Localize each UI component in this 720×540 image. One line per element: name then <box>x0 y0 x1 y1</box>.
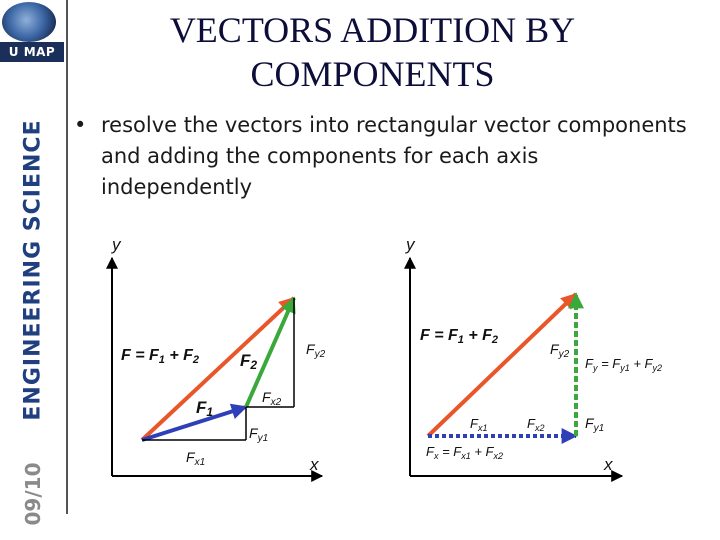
bullet-marker: • <box>74 113 87 137</box>
left-fy1-label: $F_{y1}$ <box>249 425 269 444</box>
right-fx-sum-label: $F_x = F_{x1} + F_{x2}$ <box>426 444 504 461</box>
left-fx2-label: $F_{x2}$ <box>262 389 282 408</box>
bullet-text: resolve the vectors into rectangular vector components and adding the components for each axis independently <box>101 113 687 199</box>
left-fy2-label: $F_{y2}$ <box>306 341 326 360</box>
left-f2-label: F2 <box>240 351 258 372</box>
left-diagram <box>111 235 326 476</box>
right-diagram <box>405 235 662 476</box>
left-y-label: y <box>112 235 121 254</box>
slide-title: VECTORS ADDITION BY COMPONENTS <box>169 10 576 94</box>
left-resultant-vector <box>142 298 294 440</box>
right-fy1-label: $F_{y1}$ <box>585 415 605 434</box>
left-x-label: x <box>310 455 319 474</box>
right-fx1-label: $F_{x1}$ <box>470 416 488 433</box>
left-fx1-label: $F_{x1}$ <box>186 449 206 468</box>
right-fx2-label: $F_{x2}$ <box>527 416 545 433</box>
right-x-label: x <box>604 455 613 474</box>
logo-text: U MAP <box>0 42 64 62</box>
right-fy2-label: $F_{y2}$ <box>550 341 570 360</box>
subject-vertical-label: ENGINEERING SCIENCE <box>20 119 46 421</box>
right-resultant-vector <box>428 294 576 436</box>
left-resultant-label: F = F1 + F2 <box>121 347 200 366</box>
right-resultant-label: F = F1 + F2 <box>420 327 499 346</box>
right-y-label: y <box>406 235 415 254</box>
left-f1-label: F1 <box>196 398 214 419</box>
session-date-label: 09/10 <box>21 462 45 526</box>
right-fy-sum-label: $F_y = F_{y1} + F_{y2}$ <box>585 356 663 373</box>
